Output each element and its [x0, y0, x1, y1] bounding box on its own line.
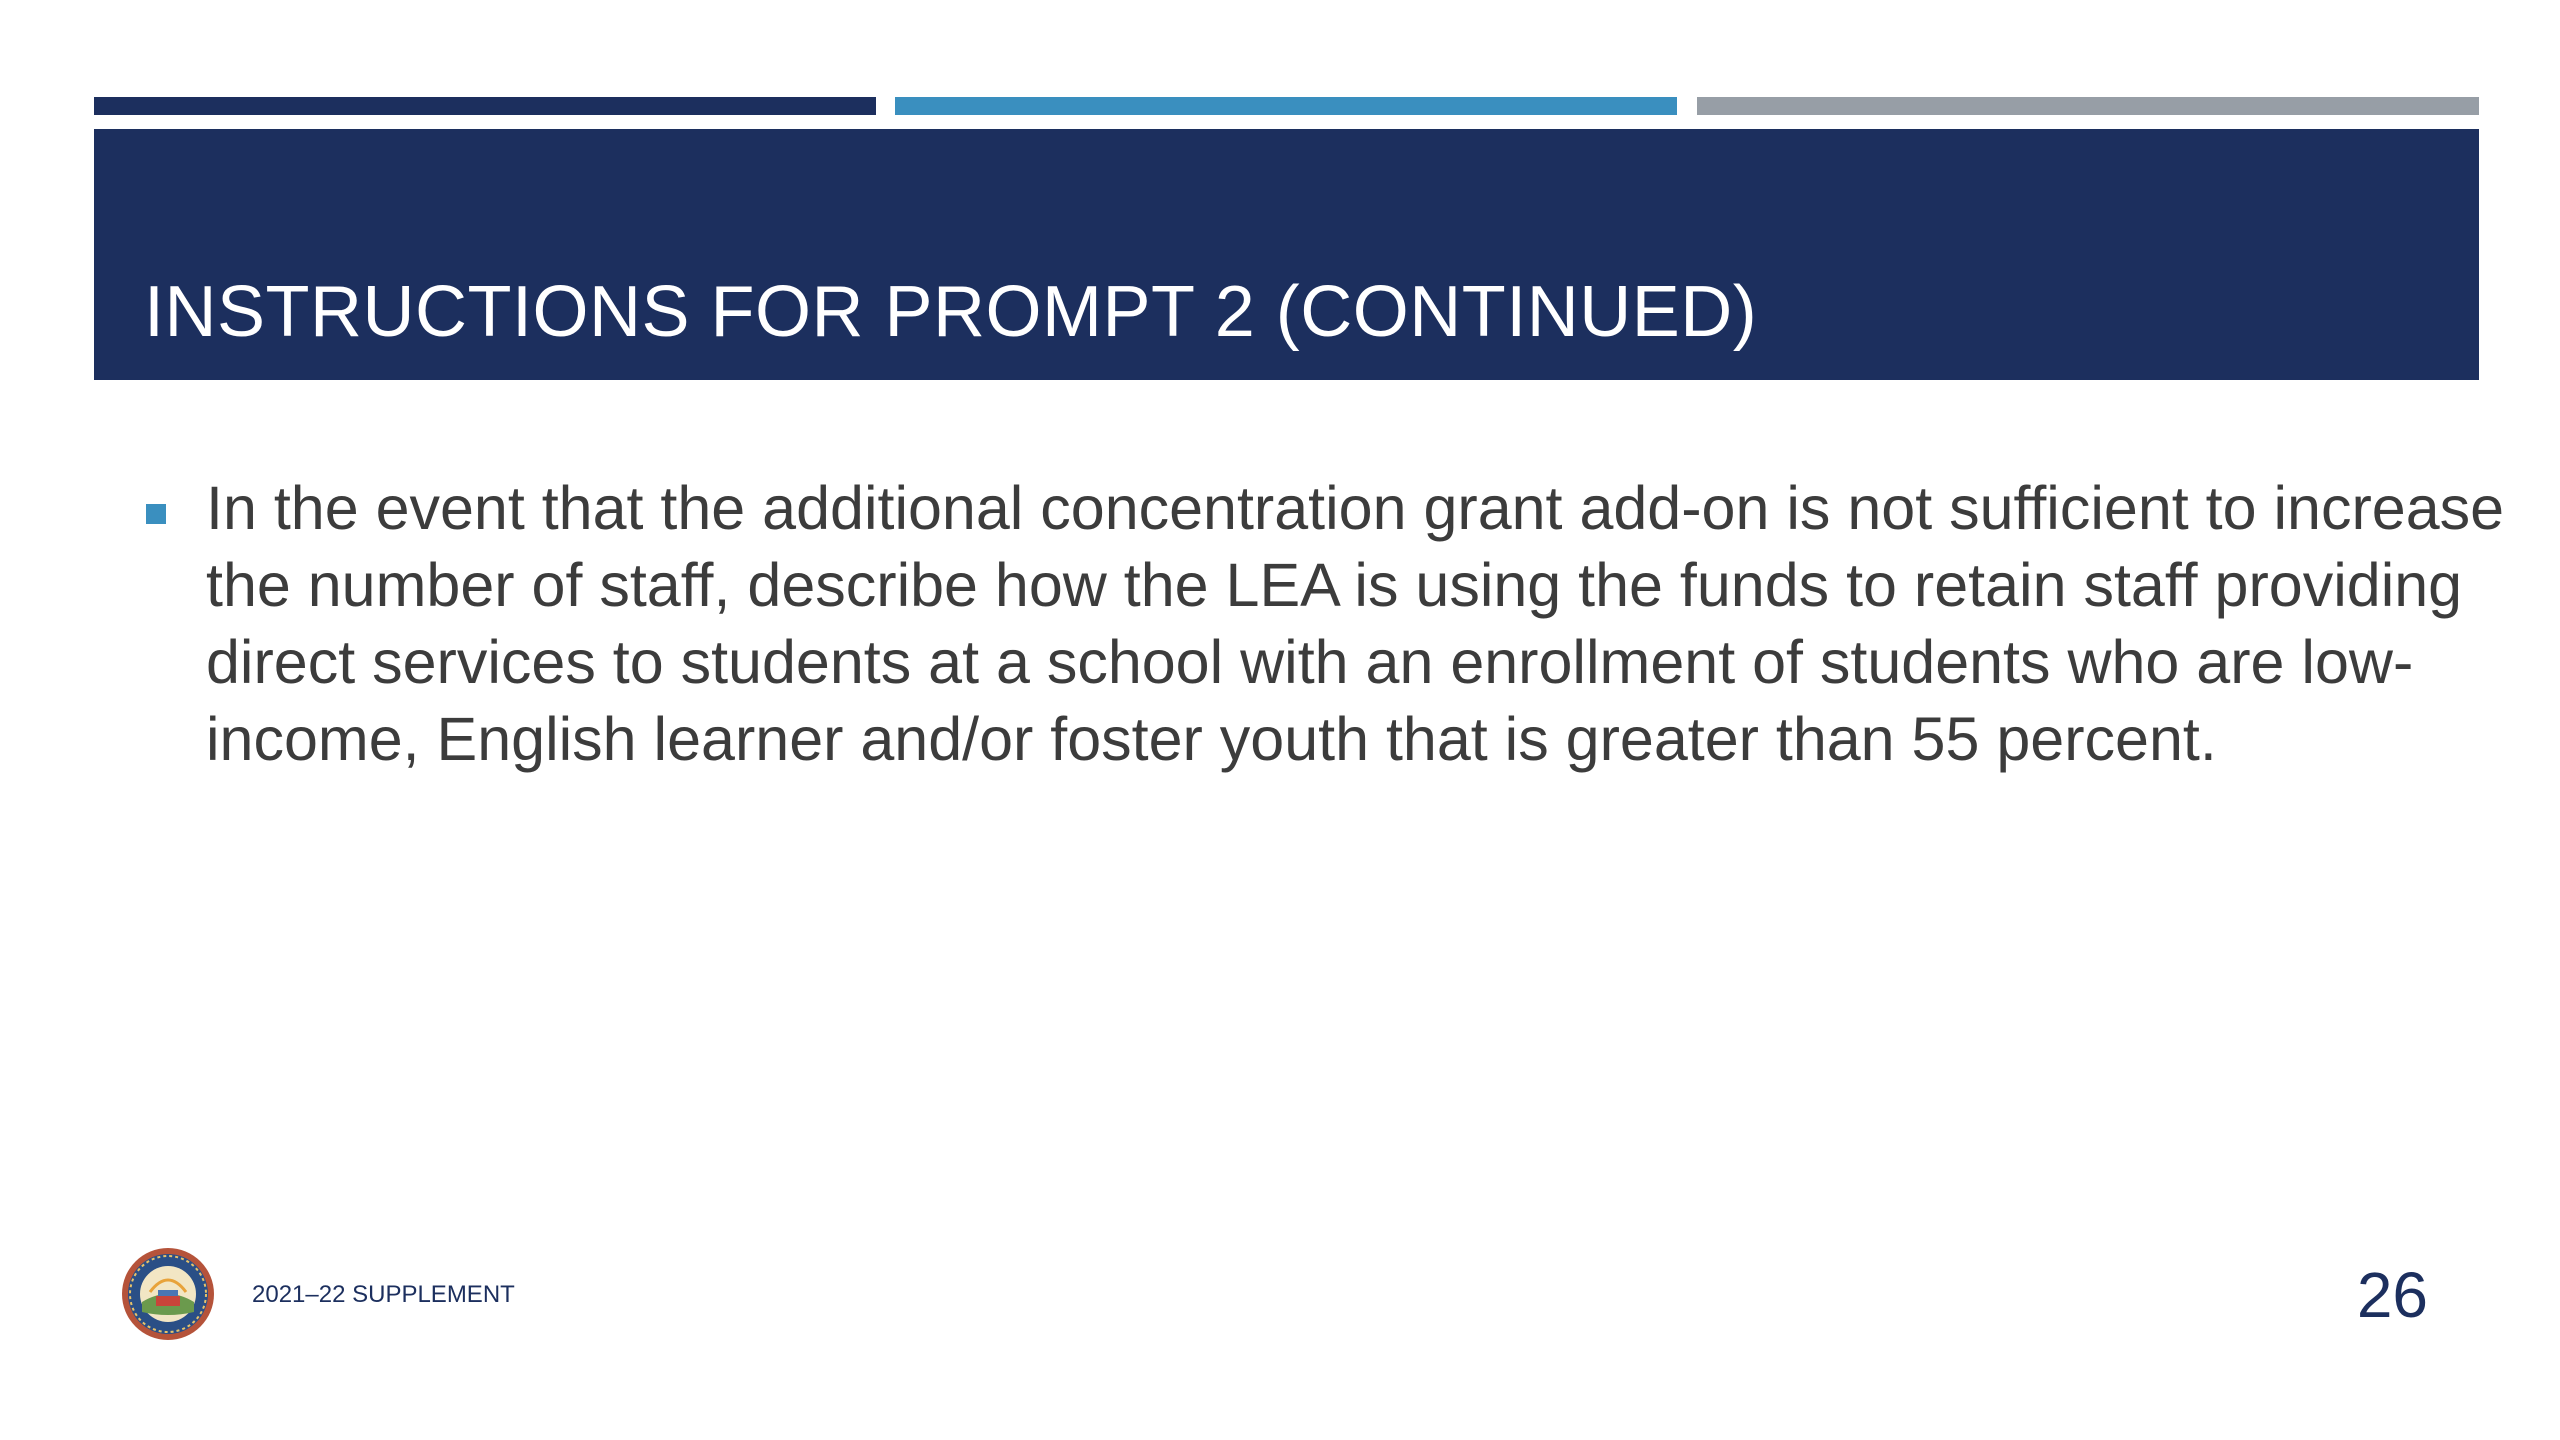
accent-bar-gray	[1697, 97, 2479, 115]
slide-title: INSTRUCTIONS FOR PROMPT 2 (CONTINUED)	[144, 272, 1758, 352]
accent-bar-blue	[895, 97, 1677, 115]
bullet-item	[146, 470, 2505, 778]
footer-label: 2021–22 SUPPLEMENT	[252, 1281, 515, 1308]
accent-bar-navy	[94, 97, 876, 115]
department-seal-icon	[120, 1246, 216, 1342]
page-number: 26	[2356, 1259, 2428, 1331]
slide-content	[146, 470, 2505, 778]
title-band	[94, 129, 2479, 380]
square-bullet-icon	[146, 504, 166, 524]
bullet-text: In the event that the additional concentration grant add-on is not sufficient to increase the number of staff, describe how the LEA is using the funds to retain staff providing direct services to students at a school with an enrollment of students who are low-income, English learner and/or foster youth that is greater than 55 percent.	[206, 474, 2505, 773]
